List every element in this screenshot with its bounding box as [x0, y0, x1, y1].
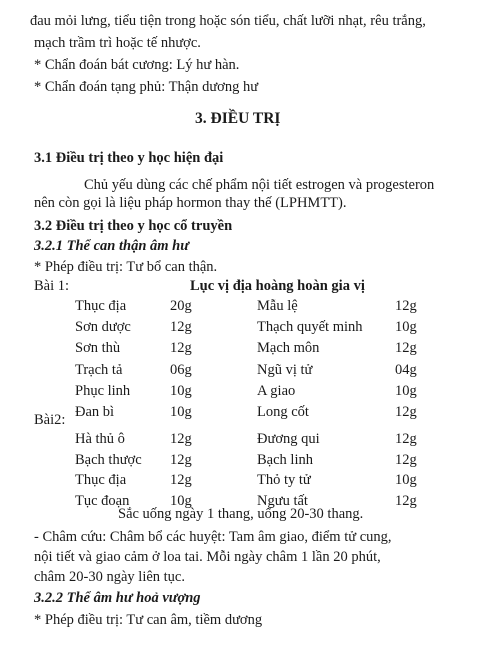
acupuncture-line-3: châm 20-30 ngày liên tục.: [34, 569, 185, 585]
heading-3-1: 3.1 Điều trị theo y học hiện đại: [34, 150, 224, 166]
herb-dose: 06g: [170, 361, 192, 378]
herb-name: Bạch thược: [75, 451, 142, 468]
text-line-2: mạch trầm trì hoặc tế nhược.: [34, 35, 201, 51]
herb-name: Ngưu tất: [257, 492, 308, 509]
acupuncture-line-2: nội tiết và giao cảm ở loa tai. Mỗi ngày châm 1 lần 20 phút,: [34, 549, 381, 565]
herb-name: Tục đoạn: [75, 492, 130, 509]
paragraph-3-1-a: Chủ yếu dùng các chế phẩm nội tiết estrogen và progesteron: [84, 177, 435, 193]
diagnosis-tang-phu: * Chẩn đoán tạng phủ: Thận dương hư: [34, 79, 259, 95]
herb-name: Phục linh: [75, 382, 131, 399]
herb-name: Đương qui: [257, 431, 320, 447]
herb-dose: 04g: [395, 361, 417, 378]
diagnosis-bat-cuong: * Chẩn đoán bát cương: Lý hư hàn.: [34, 57, 240, 73]
herb-dose: 12g: [395, 340, 417, 357]
herb-dose: 10g: [170, 404, 192, 420]
herb-dose: 12g: [170, 451, 192, 468]
heading-3-2-2: 3.2.2 Thể âm hư hoả vượng: [34, 590, 201, 606]
herb-name: Mẫu lệ: [257, 298, 298, 314]
herb-name: Sơn dược: [75, 319, 131, 336]
herb-name: Mạch môn: [257, 340, 320, 357]
heading-3-2: 3.2 Điều trị theo y học cổ truyền: [34, 218, 233, 234]
herb-dose: 12g: [395, 404, 417, 420]
treatment-method-2: * Phép điều trị: Tư can âm, tiềm dương: [34, 612, 263, 628]
herb-dose: 10g: [170, 382, 192, 399]
herb-dose: 12g: [170, 319, 192, 336]
herb-name: Thục địa: [75, 298, 127, 314]
herb-name: Đan bì: [75, 404, 115, 420]
herb-name: Ngũ vị tử: [257, 361, 313, 378]
herb-name: Trạch tả: [75, 361, 123, 378]
recipe-2-label: Bài2:: [34, 412, 66, 428]
paragraph-3-1-b: nên còn gọi là liệu pháp hormon thay thế (LPHMTT).: [34, 195, 347, 211]
herb-name: Bạch linh: [257, 451, 313, 468]
herb-name: Thục địa: [75, 472, 127, 488]
herb-name: Sơn thù: [75, 340, 121, 357]
herb-dose: 10g: [395, 472, 417, 488]
herb-dose: 10g: [170, 492, 192, 509]
herb-name: A giao: [257, 382, 296, 399]
herb-dose: 12g: [395, 492, 417, 509]
herb-name: Thạch quyết minh: [257, 319, 363, 336]
heading-3-2-1: 3.2.1 Thể can thận âm hư: [34, 238, 189, 254]
herb-name: Thỏ ty tử: [257, 472, 311, 488]
acupuncture-line-1: - Châm cứu: Châm bổ các huyệt: Tam âm giao, điểm tử cung,: [34, 529, 392, 545]
herb-dose: 10g: [395, 382, 417, 399]
herb-name: Hà thủ ô: [75, 431, 125, 447]
section-heading-3: 3. ĐIỀU TRỊ: [195, 110, 281, 127]
herb-dose: 12g: [170, 431, 192, 447]
recipe-1-title: Lục vị địa hoàng hoàn gia vị: [190, 278, 365, 294]
herb-dose: 10g: [395, 319, 417, 336]
recipe-1-label: Bài 1:: [34, 278, 70, 294]
text-line-1: đau mỏi lưng, tiểu tiện trong hoặc són tiểu, chất lưỡi nhạt, rêu trắng,: [30, 13, 426, 29]
herb-dose: 12g: [395, 431, 417, 447]
herb-dose: 20g: [170, 298, 192, 314]
herb-name: Long cốt: [257, 404, 309, 420]
herb-dose: 12g: [170, 472, 192, 488]
herb-dose: 12g: [395, 298, 417, 314]
herb-dose: 12g: [170, 340, 192, 357]
treatment-method-1: * Phép điều trị: Tư bổ can thận.: [34, 259, 218, 275]
dosage-instruction: Sắc uống ngày 1 thang, uống 20-30 thang.: [118, 506, 364, 522]
herb-dose: 12g: [395, 451, 417, 468]
